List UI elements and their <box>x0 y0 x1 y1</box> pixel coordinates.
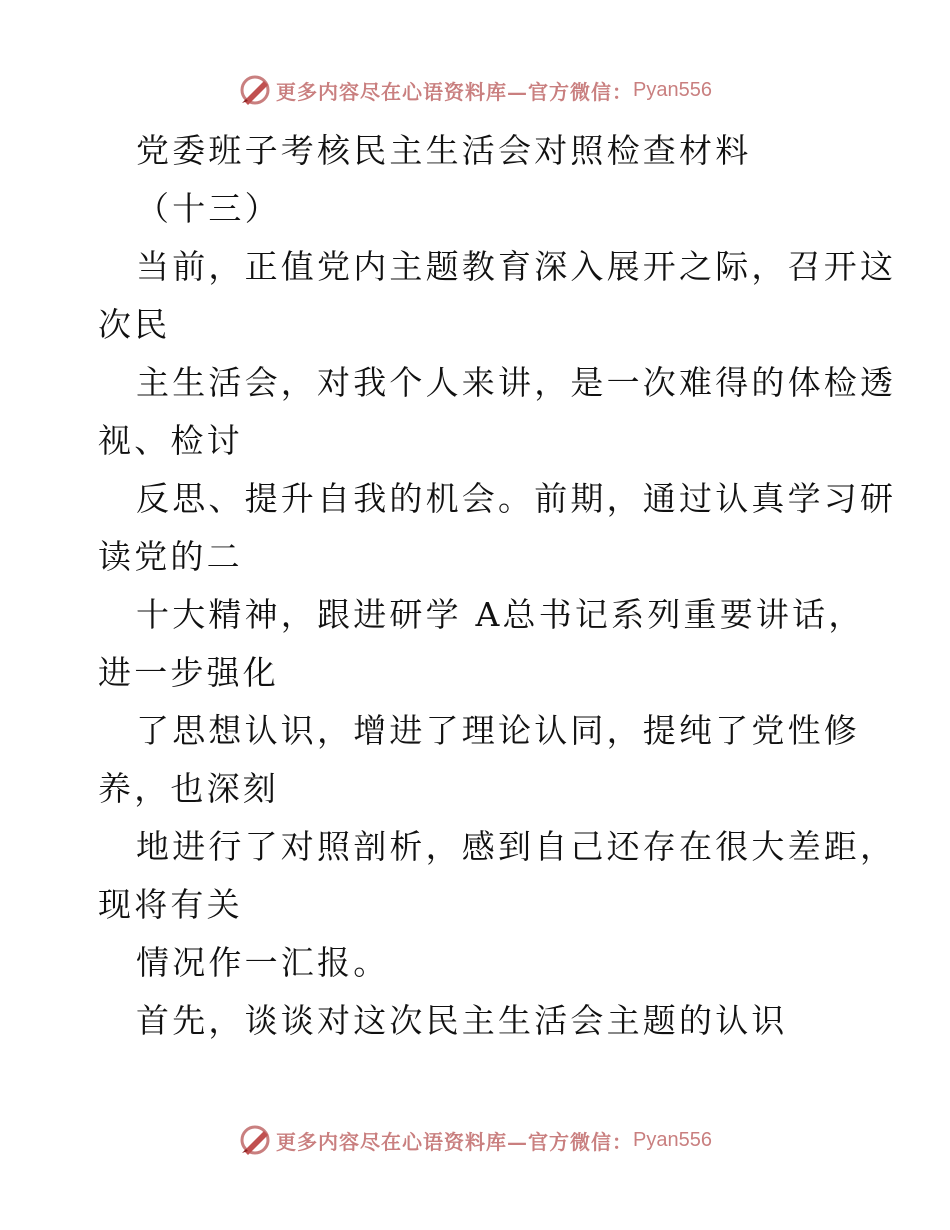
pen-logo-icon <box>238 73 272 107</box>
text-line: 党委班子考核民主生活会对照检查材料 <box>136 131 752 170</box>
text-line: 首先，谈谈对这次民主生活会主题的认识 <box>136 1001 788 1040</box>
watermark-text: 更多内容尽在心语资料库—官方微信： <box>276 79 634 104</box>
text-line: 视、检讨 <box>98 421 243 460</box>
text-line: 情况作一汇报。 <box>136 943 390 982</box>
text-line: 次民 <box>98 305 171 344</box>
text-line: 了思想认识，增进了理论认同，提纯了党性修 <box>136 711 860 750</box>
footer-watermark <box>0 1120 950 1160</box>
header-watermark <box>0 70 950 110</box>
text-line: 养，也深刻 <box>98 769 279 808</box>
text-line: 进一步强化 <box>98 653 279 692</box>
watermark-text: 更多内容尽在心语资料库—官方微信： <box>276 1129 634 1154</box>
text-line: 十大精神，跟进研学 A总书记系列重要讲话， <box>136 595 865 634</box>
text-line: （十三） <box>136 189 281 228</box>
document-body <box>98 122 897 1050</box>
text-line: 读党的二 <box>98 537 243 576</box>
text-line: 反思、提升自我的机会。前期，通过认真学习研 <box>136 479 897 518</box>
watermark-id: Pyan556 <box>633 78 712 101</box>
watermark-id: Pyan556 <box>633 1128 712 1151</box>
pen-logo-icon <box>238 1123 272 1157</box>
text-line: 当前，正值党内主题教育深入展开之际，召开这 <box>136 247 897 286</box>
text-line: 现将有关 <box>98 885 243 924</box>
text-line: 主生活会，对我个人来讲，是一次难得的体检透 <box>136 363 897 402</box>
text-line: 地进行了对照剖析，感到自己还存在很大差距， <box>136 827 897 866</box>
